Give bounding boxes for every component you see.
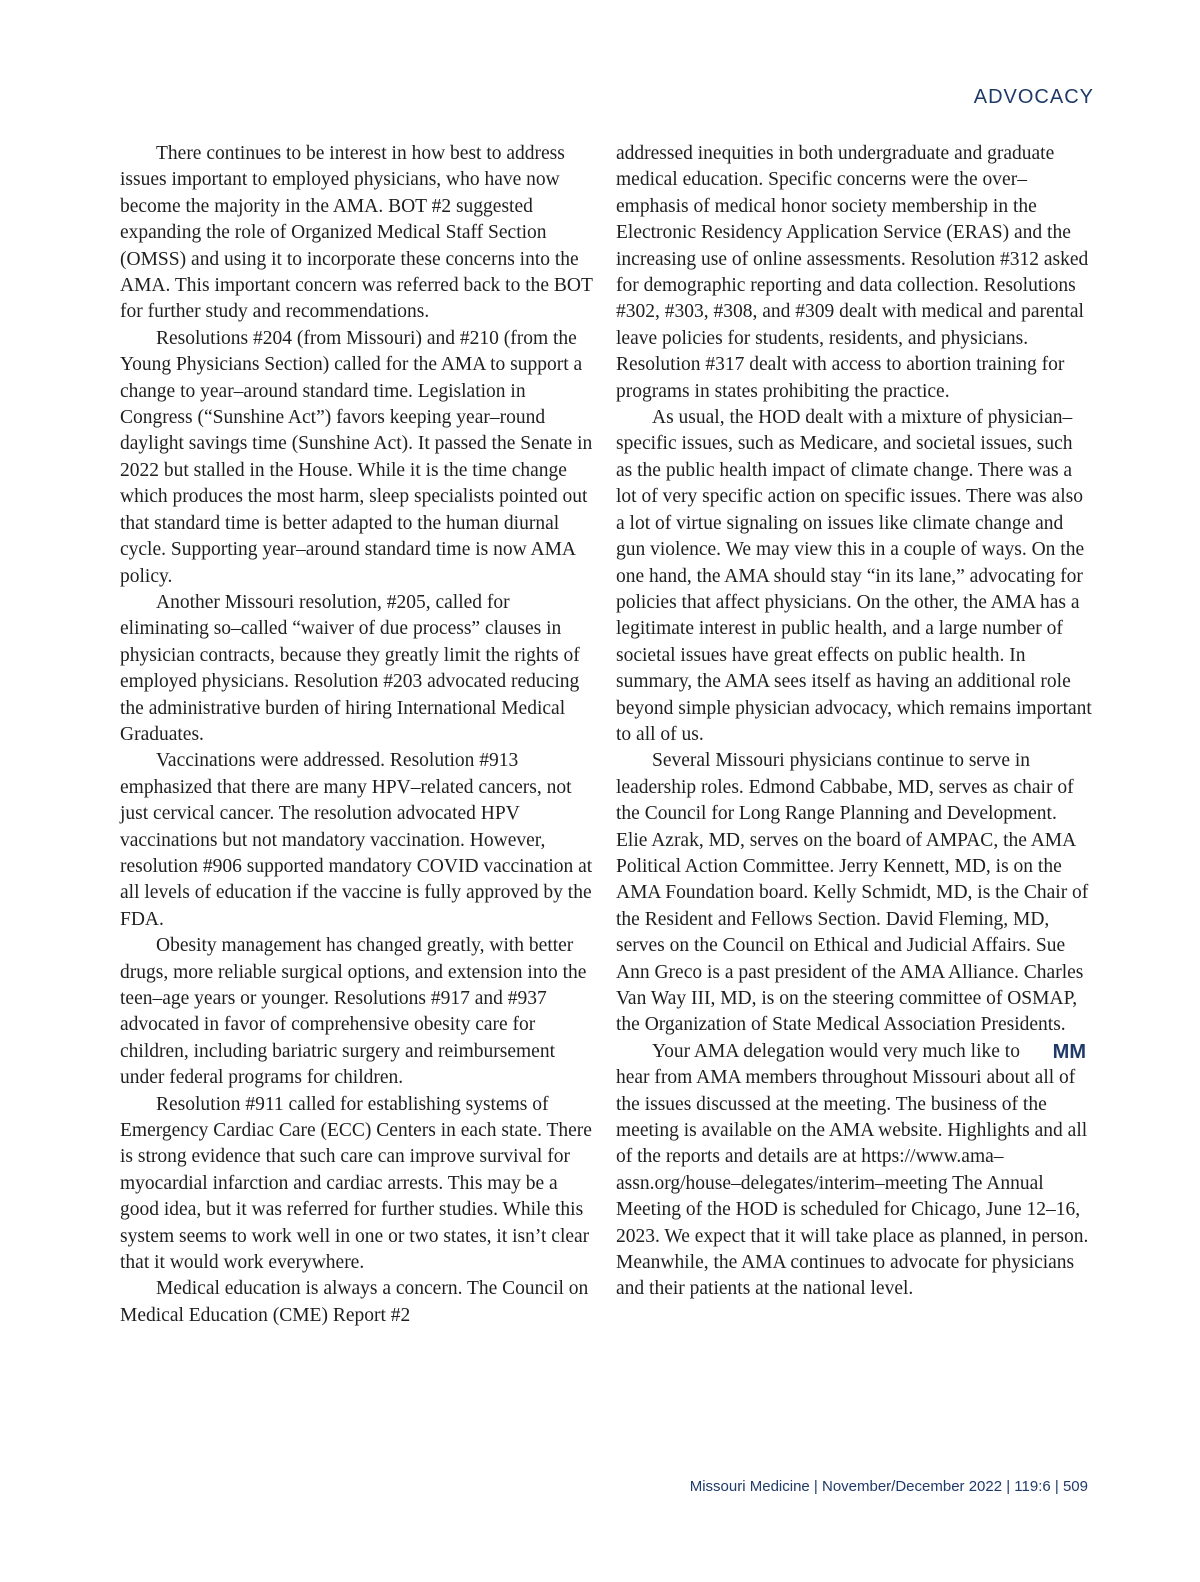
paragraph-medical-education: Medical education is always a concern. The Council on Medical Education (CME) Report #2 — [120, 1278, 589, 1326]
paragraph-closing-text: Your AMA delegation would very much like to hear from AMA members throughout Missouri about all of the issues discussed at the meeting. The business of the meeting is available on the AMA website. Highlights and all of the reports and details are at https://www.ama–assn.org/house–delegates/interim–meeting The Annual Meeting of the HOD is scheduled for Chicago, June 12–16, 2023. We expect that it will take place as planned, in person. Meanwhile, the AMA continues to advocate for physicians and their patients at the national level. — [616, 1040, 1089, 1300]
end-mark: MM — [1052, 1040, 1086, 1063]
paragraph-vaccinations: Vaccinations were addressed. Resolution #913 emphasized that there are many HPV–related cancers, not just cervical cancer. The resolution advocated HPV vaccinations but not mandatory vaccination. However, resolution #906 supported mandatory COVID vaccination at all levels of education if the vaccine is fully approved by the FDA. — [120, 750, 593, 930]
left-column — [120, 141, 596, 1329]
paragraph-missouri-leaders: Several Missouri physicians continue to serve in leadership roles. Edmond Cabbabe, MD, serves as chair of the Council for Long Range Planning and Development. Elie Azrak, MD, serves on the board of AMPAC, the AMA Political Action Committee. Jerry Kennett, MD, is on the AMA Foundation board. Kelly Schmidt, MD, is the Chair of the Resident and Fellows Section. David Fleming, MD, serves on the Council on Ethical and Judicial Affairs. Sue Ann Greco is a past president of the AMA Alliance. Charles Van Way III, MD, is on the steering committee of OSMAP, the Organization of State Medical Association Presidents. — [616, 750, 1089, 1036]
paragraph-obesity: Obesity management has changed greatly, with better drugs, more reliable surgical options, and extension into the teen–age years or younger. Resolutions #917 and #937 advocated in favor of comprehensive obesity care for children, including bariatric surgery and reimbursement under federal programs for children. — [120, 935, 587, 1089]
paragraph-cardiac-care: Resolution #911 called for establishing systems of Emergency Cardiac Care (ECC) Centers in each state. There is strong evidence that such care can improve survival for myocardial infarction and cardiac arrests. This may be a good idea, but it was referred for further studies. While this system seems to work well in one or two states, it isn’t clear that it would work everywhere. — [120, 1093, 592, 1274]
page-footer: Missouri Medicine | November/December 2022 | 119:6 | 509 — [689, 1478, 1088, 1495]
paragraph-hod-issues: As usual, the HOD dealt with a mixture of physician–specific issues, such as Medicare, and societal issues, such as the public health impact of climate change. There was a lot of very specific action on specific issues. There was also a lot of virtue signaling on issues like climate change and gun violence. We may view this in a couple of ways. On the one hand, the AMA should stay “in its lane,” advocating for policies that affect physicians. On the other, the AMA has a legitimate interest in public health, and a large number of societal issues have great effects on public health. In summary, the AMA sees itself as having an additional role beyond simple physician advocacy, which remains important to all of us. — [616, 407, 1092, 745]
section-label: ADVOCACY — [973, 86, 1094, 108]
paragraph-standard-time: Resolutions #204 (from Missouri) and #210 (from the Young Physicians Section) called for the AMA to support a change to year–around standard time. Legislation in Congress (“Sunshine Act”) favors keeping year–round daylight savings time (Sunshine Act). It passed the Senate in 2022 but stalled in the House. While it is the time change which produces the most harm, sleep specialists pointed out that standard time is better adapted to the human diurnal cycle. Supporting year–around standard time is now AMA policy. — [120, 327, 593, 587]
right-column — [616, 141, 1092, 1303]
paragraph-closing — [616, 1039, 1092, 1303]
paragraph-employed-physicians: There continues to be interest in how best to address issues important to employed physicians, who have now become the majority in the AMA. BOT #2 suggested expanding the role of Organized Medical Staff Section (OMSS) and using it to incorporate these concerns into the AMA. This important concern was referred back to the BOT for further study and recommendations. — [120, 143, 593, 323]
paragraph-medical-education-continued: addressed inequities in both undergraduate and graduate medical education. Specific concerns were the over–emphasis of medical honor society membership in the Electronic Residency Application Service (ERAS) and the increasing use of online assessments. Resolution #312 asked for demographic reporting and data collection. Resolutions #302, #303, #308, and #309 dealt with medical and parental leave policies for students, residents, and physicians. Resolution #317 dealt with access to abortion training for programs in states prohibiting the practice. — [616, 143, 1089, 402]
paragraph-due-process: Another Missouri resolution, #205, called for eliminating so–called “waiver of due process” clauses in physician contracts, because they greatly limit the rights of employed physicians. Resolution #203 advocated reducing the administrative burden of hiring International Medical Graduates. — [120, 591, 580, 745]
